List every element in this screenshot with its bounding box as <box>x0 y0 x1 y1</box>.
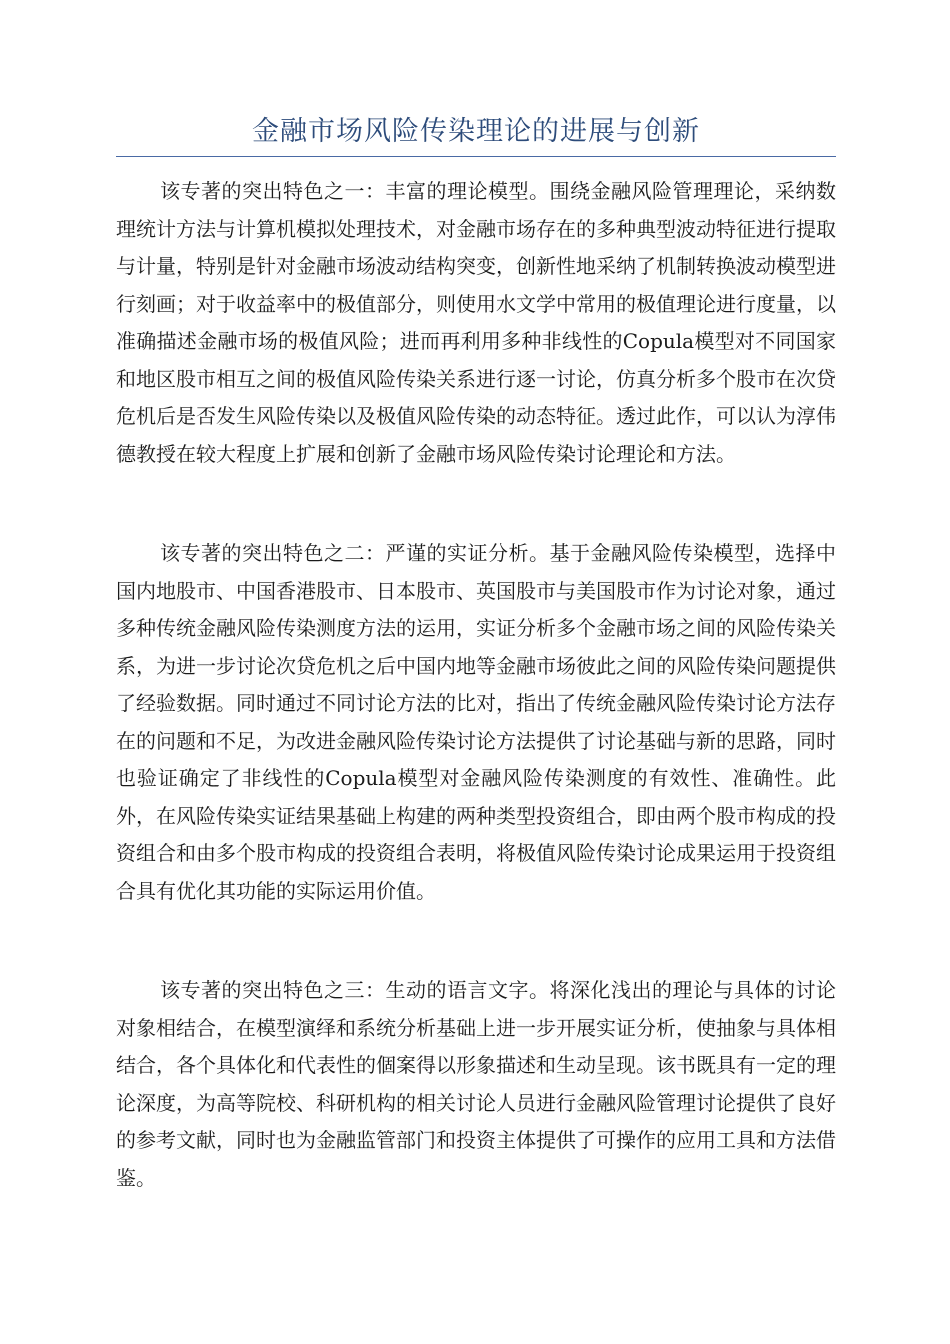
body-paragraph: 该专著的突出特色之三：生动的语言文字。将深化浅出的理论与具体的讨论对象相结合，在模型演绎和系统分析基础上进一步开展实证分析，使抽象与具体相结合，各个具体化和代表性的個案得以形象描述和生动呈现。该书既具有一定的理论深度，为高等院校、科研机构的相关讨论人员进行金融风险管理讨论提供了良好的参考文献，同时也为金融监管部门和投资主体提供了可操作的应用工具和方法借鉴。 <box>116 978 836 1190</box>
title-block <box>116 112 836 157</box>
body-paragraph: 该专著的突出特色之一：丰富的理论模型。围绕金融风险管理理论，采纳数理统计方法与计算机模拟处理技术，对金融市场存在的多种典型波动特征进行提取与计量，特别是针对金融市场波动结构突变，创新性地采纳了机制转换波动模型进行刻画；对于收益率中的极值部分，则使用水文学中常用的极值理论进行度量，以准确描述金融市场的极值风险；进而再利用多种非线性的Copula模型对不同国家和地区股市相互之间的极值风险传染关系进行逐一讨论，仿真分析多个股市在次贷危机后是否发生风险传染以及极值风险传染的动态特征。透过此作，可以认为淳伟德教授在较大程度上扩展和创新了金融市场风险传染讨论理论和方法。 <box>116 179 836 466</box>
body-paragraph-2-container <box>116 535 836 910</box>
body-paragraph: 该专著的突出特色之二：严谨的实证分析。基于金融风险传染模型，选择中国内地股市、中国香港股市、日本股市、英国股市与美国股市作为讨论对象，通过多种传统金融风险传染测度方法的运用，实证分析多个金融市场之间的风险传染关系，为进一步讨论次贷危机之后中国内地等金融市场彼此之间的风险传染问题提供了经验数据。同时通过不同讨论方法的比对，指出了传统金融风险传染讨论方法存在的问题和不足，为改进金融风险传染讨论方法提供了讨论基础与新的思路，同时也验证确定了非线性的Copula模型对金融风险传染测度的有效性、准确性。此外，在风险传染实证结果基础上构建的两种类型投资组合，即由两个股市构成的投资组合和由多个股市构成的投资组合表明，将极值风险传染讨论成果运用于投资组合具有优化其功能的实际运用价值。 <box>116 541 836 903</box>
body-paragraph-1-container <box>116 173 836 473</box>
body-paragraph-3-container <box>116 972 836 1197</box>
page-title: 金融市场风险传染理论的进展与创新 <box>252 116 700 147</box>
